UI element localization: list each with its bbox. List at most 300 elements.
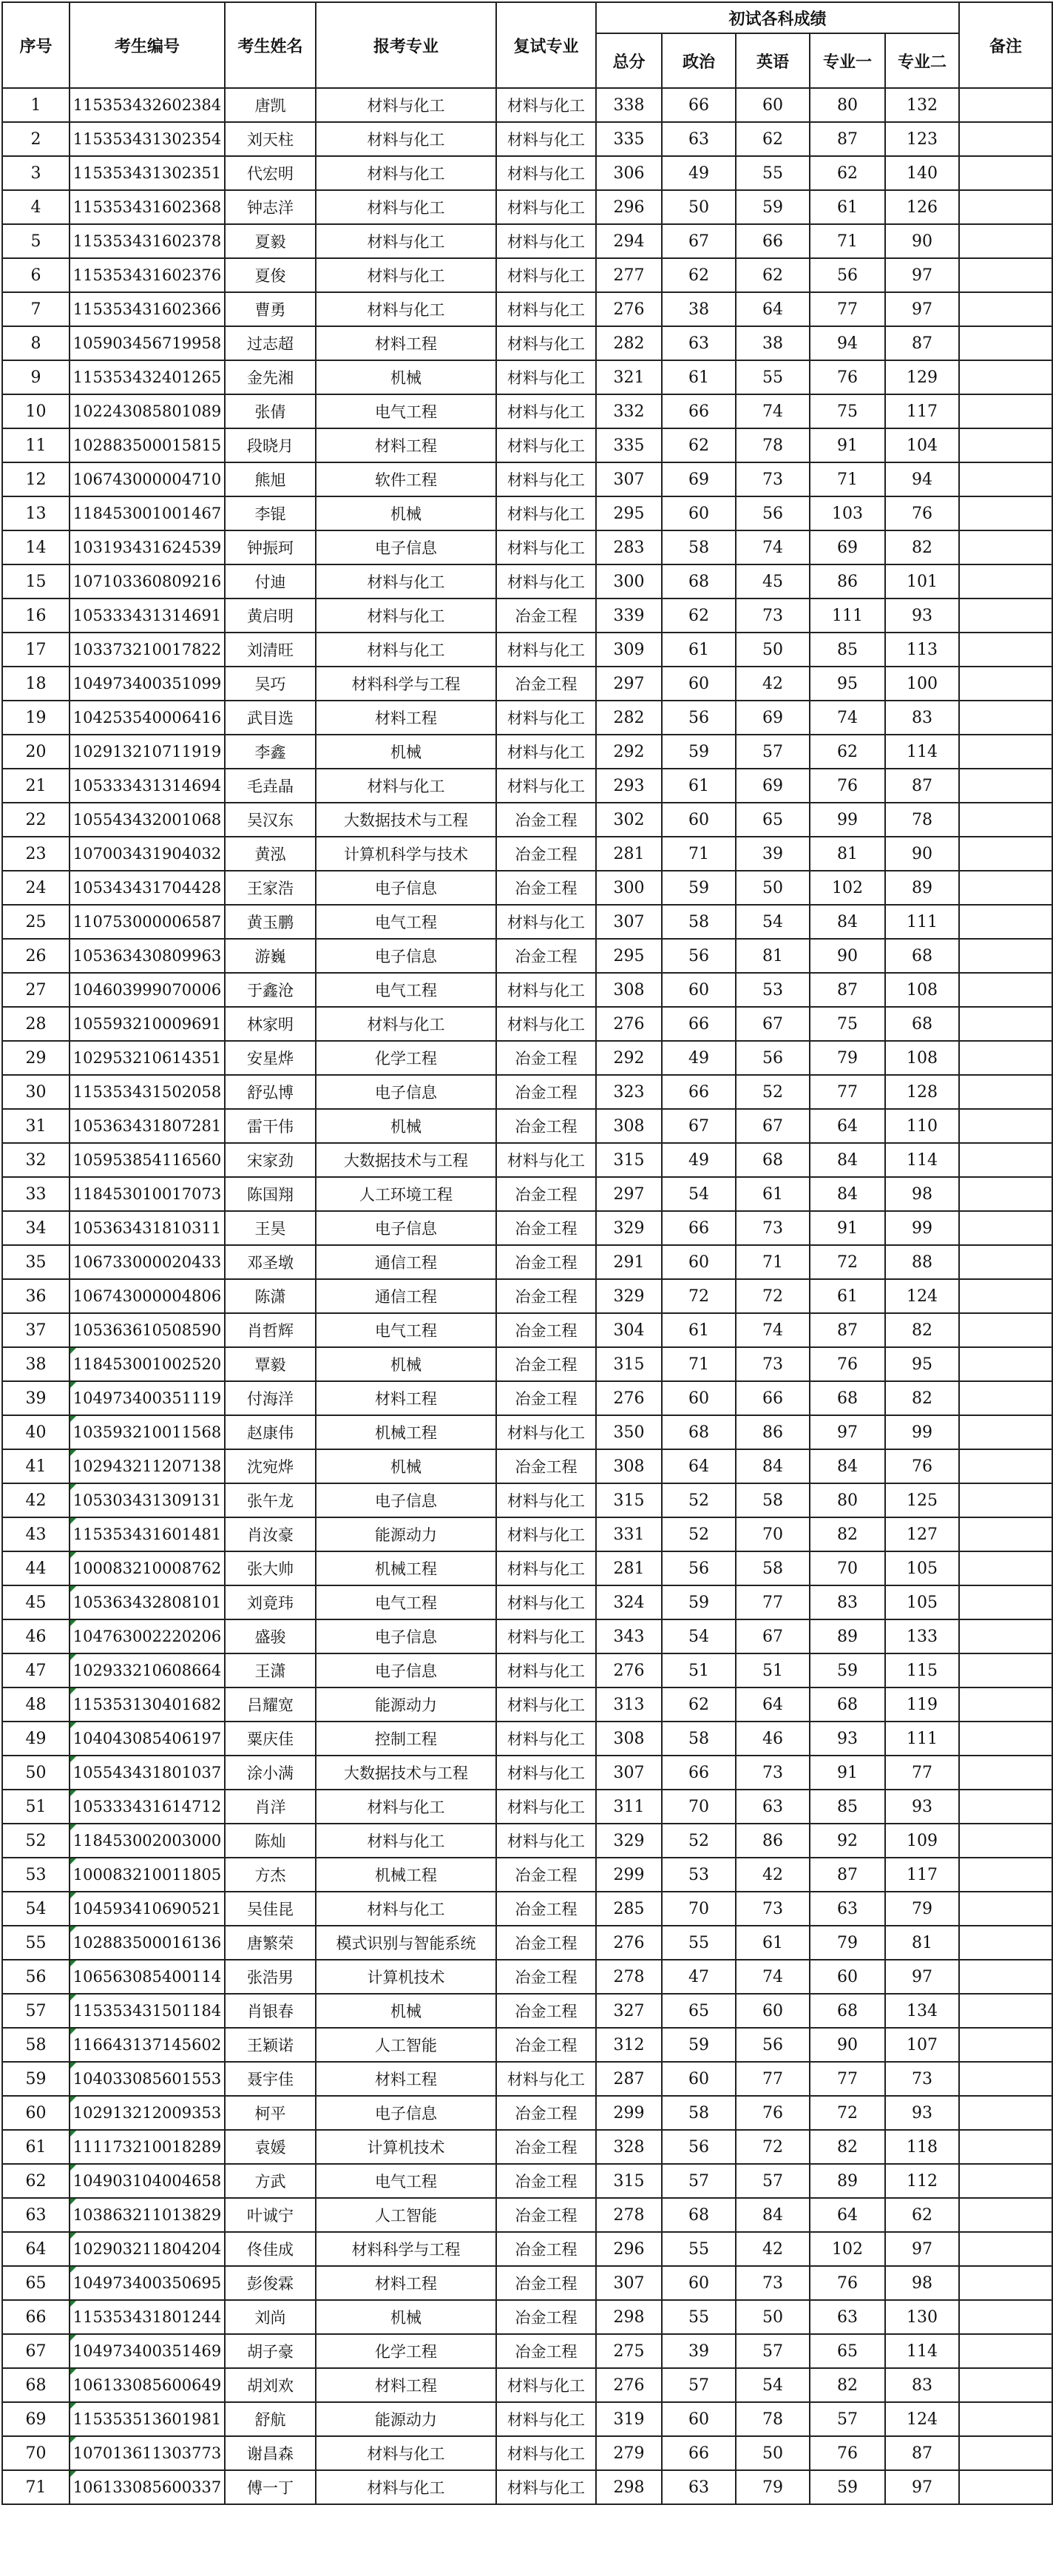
cell-remark bbox=[959, 122, 1052, 156]
cell-remark bbox=[959, 1994, 1052, 2028]
cell-name: 彭俊霖 bbox=[225, 2266, 316, 2300]
cell-apply-major: 材料与化工 bbox=[316, 769, 496, 803]
cell-apply-major: 能源动力 bbox=[316, 1687, 496, 1722]
table-row bbox=[2, 2232, 1052, 2266]
cell-apply-major: 电子信息 bbox=[316, 1075, 496, 1109]
cell-remark bbox=[959, 735, 1052, 769]
cell-total: 323 bbox=[596, 1075, 662, 1109]
cell-apply-major: 材料与化工 bbox=[316, 88, 496, 122]
cell-exam-id: 115353513601981 bbox=[70, 2402, 225, 2436]
cell-major2: 87 bbox=[885, 326, 959, 360]
cell-retest-major: 冶金工程 bbox=[496, 2028, 596, 2062]
cell-english: 86 bbox=[736, 1824, 810, 1858]
cell-major1: 91 bbox=[810, 428, 885, 462]
cell-major2: 111 bbox=[885, 905, 959, 939]
cell-name: 唐繁荣 bbox=[225, 1926, 316, 1960]
cell-english: 73 bbox=[736, 462, 810, 496]
cell-name: 王潇 bbox=[225, 1653, 316, 1687]
cell-apply-major: 电子信息 bbox=[316, 1653, 496, 1687]
cell-major2: 126 bbox=[885, 190, 959, 224]
cell-apply-major: 材料科学与工程 bbox=[316, 667, 496, 701]
cell-major2: 82 bbox=[885, 1313, 959, 1347]
cell-apply-major: 材料与化工 bbox=[316, 156, 496, 190]
cell-english: 58 bbox=[736, 1551, 810, 1585]
cell-total: 335 bbox=[596, 428, 662, 462]
cell-remark bbox=[959, 88, 1052, 122]
cell-politics: 60 bbox=[662, 1245, 736, 1279]
cell-total: 308 bbox=[596, 973, 662, 1007]
cell-major2: 108 bbox=[885, 973, 959, 1007]
cell-remark bbox=[959, 1143, 1052, 1177]
cell-retest-major: 材料与化工 bbox=[496, 428, 596, 462]
cell-remark bbox=[959, 428, 1052, 462]
cell-seq: 48 bbox=[2, 1687, 70, 1722]
cell-politics: 59 bbox=[662, 735, 736, 769]
cell-politics: 60 bbox=[662, 667, 736, 701]
cell-exam-id: 118453002003000 bbox=[70, 1824, 225, 1858]
cell-major2: 111 bbox=[885, 1722, 959, 1756]
cell-major1: 77 bbox=[810, 2062, 885, 2096]
cell-name: 谢昌森 bbox=[225, 2436, 316, 2470]
cell-exam-id: 115353431801244 bbox=[70, 2300, 225, 2334]
cell-remark bbox=[959, 1313, 1052, 1347]
cell-english: 78 bbox=[736, 428, 810, 462]
cell-retest-major: 材料与化工 bbox=[496, 1824, 596, 1858]
table-row bbox=[2, 2334, 1052, 2368]
cell-english: 73 bbox=[736, 1211, 810, 1245]
table-row bbox=[2, 1926, 1052, 1960]
cell-name: 安星烨 bbox=[225, 1041, 316, 1075]
cell-exam-id: 104033085601553 bbox=[70, 2062, 225, 2096]
cell-exam-id: 115353432602384 bbox=[70, 88, 225, 122]
cell-total: 299 bbox=[596, 2096, 662, 2130]
cell-politics: 60 bbox=[662, 973, 736, 1007]
cell-major1: 77 bbox=[810, 292, 885, 326]
cell-major1: 82 bbox=[810, 2130, 885, 2164]
cell-name: 黄玉鹏 bbox=[225, 905, 316, 939]
cell-english: 66 bbox=[736, 1381, 810, 1415]
cell-name: 钟志洋 bbox=[225, 190, 316, 224]
cell-name: 李鑫 bbox=[225, 735, 316, 769]
cell-total: 308 bbox=[596, 1722, 662, 1756]
cell-major2: 109 bbox=[885, 1824, 959, 1858]
cell-total: 294 bbox=[596, 224, 662, 258]
cell-total: 276 bbox=[596, 1381, 662, 1415]
cell-retest-major: 冶金工程 bbox=[496, 2164, 596, 2198]
cell-exam-id: 107003431904032 bbox=[70, 837, 225, 871]
cell-apply-major: 材料与化工 bbox=[316, 564, 496, 599]
cell-total: 276 bbox=[596, 2368, 662, 2402]
cell-major2: 117 bbox=[885, 1858, 959, 1892]
cell-exam-id: 111173210018289 bbox=[70, 2130, 225, 2164]
table-row bbox=[2, 1994, 1052, 2028]
cell-exam-id: 106733000020433 bbox=[70, 1245, 225, 1279]
cell-retest-major: 材料与化工 bbox=[496, 1687, 596, 1722]
cell-seq: 22 bbox=[2, 803, 70, 837]
cell-retest-major: 冶金工程 bbox=[496, 1075, 596, 1109]
cell-retest-major: 材料与化工 bbox=[496, 530, 596, 564]
cell-english: 59 bbox=[736, 190, 810, 224]
cell-english: 60 bbox=[736, 1994, 810, 2028]
cell-major2: 78 bbox=[885, 803, 959, 837]
cell-name: 代宏明 bbox=[225, 156, 316, 190]
cell-english: 55 bbox=[736, 360, 810, 394]
cell-major2: 117 bbox=[885, 394, 959, 428]
cell-total: 276 bbox=[596, 1926, 662, 1960]
cell-seq: 26 bbox=[2, 939, 70, 973]
cell-remark bbox=[959, 190, 1052, 224]
cell-major2: 125 bbox=[885, 1483, 959, 1517]
cell-apply-major: 人工智能 bbox=[316, 2198, 496, 2232]
cell-name: 雷干伟 bbox=[225, 1109, 316, 1143]
cell-name: 吕耀宽 bbox=[225, 1687, 316, 1722]
cell-politics: 59 bbox=[662, 1585, 736, 1619]
cell-total: 276 bbox=[596, 1653, 662, 1687]
cell-major2: 108 bbox=[885, 1041, 959, 1075]
table-row bbox=[2, 2470, 1052, 2504]
cell-seq: 36 bbox=[2, 1279, 70, 1313]
cell-politics: 66 bbox=[662, 1756, 736, 1790]
cell-exam-id: 105363430809963 bbox=[70, 939, 225, 973]
cell-exam-id: 104603999070006 bbox=[70, 973, 225, 1007]
table-body bbox=[2, 88, 1052, 2504]
cell-remark bbox=[959, 2096, 1052, 2130]
cell-seq: 18 bbox=[2, 667, 70, 701]
cell-english: 64 bbox=[736, 292, 810, 326]
cell-major2: 133 bbox=[885, 1619, 959, 1653]
cell-name: 傅一丁 bbox=[225, 2470, 316, 2504]
cell-major1: 61 bbox=[810, 190, 885, 224]
table-row bbox=[2, 88, 1052, 122]
cell-major2: 82 bbox=[885, 1381, 959, 1415]
cell-exam-id: 103193431624539 bbox=[70, 530, 225, 564]
cell-apply-major: 材料工程 bbox=[316, 701, 496, 735]
table-row bbox=[2, 1279, 1052, 1313]
cell-major1: 89 bbox=[810, 1619, 885, 1653]
cell-name: 毛垚晶 bbox=[225, 769, 316, 803]
cell-seq: 46 bbox=[2, 1619, 70, 1653]
cell-name: 肖汝豪 bbox=[225, 1517, 316, 1551]
cell-major2: 114 bbox=[885, 1143, 959, 1177]
cell-remark bbox=[959, 1824, 1052, 1858]
cell-exam-id: 105363431807281 bbox=[70, 1109, 225, 1143]
cell-name: 李锟 bbox=[225, 496, 316, 530]
cell-apply-major: 机械 bbox=[316, 1109, 496, 1143]
cell-remark bbox=[959, 1687, 1052, 1722]
cell-politics: 63 bbox=[662, 326, 736, 360]
cell-politics: 53 bbox=[662, 1858, 736, 1892]
cell-politics: 51 bbox=[662, 1653, 736, 1687]
cell-apply-major: 机械 bbox=[316, 1449, 496, 1483]
cell-name: 王家浩 bbox=[225, 871, 316, 905]
cell-english: 53 bbox=[736, 973, 810, 1007]
cell-remark bbox=[959, 496, 1052, 530]
cell-seq: 15 bbox=[2, 564, 70, 599]
cell-exam-id: 106133085600649 bbox=[70, 2368, 225, 2402]
cell-name: 涂小满 bbox=[225, 1756, 316, 1790]
cell-seq: 5 bbox=[2, 224, 70, 258]
cell-apply-major: 通信工程 bbox=[316, 1279, 496, 1313]
cell-remark bbox=[959, 2028, 1052, 2062]
cell-exam-id: 105903456719958 bbox=[70, 326, 225, 360]
cell-major2: 104 bbox=[885, 428, 959, 462]
cell-total: 275 bbox=[596, 2334, 662, 2368]
cell-retest-major: 材料与化工 bbox=[496, 360, 596, 394]
cell-politics: 60 bbox=[662, 803, 736, 837]
cell-major1: 99 bbox=[810, 803, 885, 837]
table-row bbox=[2, 1109, 1052, 1143]
table-row bbox=[2, 1007, 1052, 1041]
cell-total: 281 bbox=[596, 837, 662, 871]
cell-retest-major: 材料与化工 bbox=[496, 1722, 596, 1756]
cell-major1: 97 bbox=[810, 1415, 885, 1449]
cell-name: 张浩男 bbox=[225, 1960, 316, 1994]
cell-remark bbox=[959, 803, 1052, 837]
cell-major2: 100 bbox=[885, 667, 959, 701]
cell-retest-major: 材料与化工 bbox=[496, 1483, 596, 1517]
cell-total: 298 bbox=[596, 2470, 662, 2504]
cell-exam-id: 102243085801089 bbox=[70, 394, 225, 428]
cell-politics: 71 bbox=[662, 837, 736, 871]
cell-remark bbox=[959, 1551, 1052, 1585]
cell-english: 51 bbox=[736, 1653, 810, 1687]
cell-politics: 49 bbox=[662, 1041, 736, 1075]
cell-name: 肖洋 bbox=[225, 1790, 316, 1824]
table-row bbox=[2, 1211, 1052, 1245]
cell-retest-major: 材料与化工 bbox=[496, 2402, 596, 2436]
table-row bbox=[2, 530, 1052, 564]
cell-name: 盛骏 bbox=[225, 1619, 316, 1653]
cell-exam-id: 102883500016136 bbox=[70, 1926, 225, 1960]
cell-exam-id: 105363610508590 bbox=[70, 1313, 225, 1347]
table-row bbox=[2, 292, 1052, 326]
cell-retest-major: 材料与化工 bbox=[496, 769, 596, 803]
cell-major1: 79 bbox=[810, 1041, 885, 1075]
cell-exam-id: 102953210614351 bbox=[70, 1041, 225, 1075]
cell-english: 54 bbox=[736, 905, 810, 939]
cell-retest-major: 材料与化工 bbox=[496, 2062, 596, 2096]
cell-remark bbox=[959, 2300, 1052, 2334]
cell-exam-id: 106563085400114 bbox=[70, 1960, 225, 1994]
cell-politics: 56 bbox=[662, 2130, 736, 2164]
cell-english: 68 bbox=[736, 1143, 810, 1177]
cell-exam-id: 106743000004806 bbox=[70, 1279, 225, 1313]
cell-total: 281 bbox=[596, 1551, 662, 1585]
table-row bbox=[2, 394, 1052, 428]
cell-exam-id: 115353130401682 bbox=[70, 1687, 225, 1722]
cell-remark bbox=[959, 769, 1052, 803]
cell-remark bbox=[959, 1211, 1052, 1245]
cell-seq: 63 bbox=[2, 2198, 70, 2232]
cell-total: 296 bbox=[596, 2232, 662, 2266]
cell-major2: 83 bbox=[885, 701, 959, 735]
cell-retest-major: 材料与化工 bbox=[496, 1653, 596, 1687]
cell-major1: 59 bbox=[810, 1653, 885, 1687]
table-row bbox=[2, 973, 1052, 1007]
cell-retest-major: 冶金工程 bbox=[496, 1994, 596, 2028]
cell-retest-major: 冶金工程 bbox=[496, 837, 596, 871]
cell-seq: 69 bbox=[2, 2402, 70, 2436]
cell-retest-major: 材料与化工 bbox=[496, 156, 596, 190]
cell-remark bbox=[959, 871, 1052, 905]
table-row bbox=[2, 1517, 1052, 1551]
header-major1: 专业一 bbox=[810, 33, 885, 88]
cell-retest-major: 冶金工程 bbox=[496, 1858, 596, 1892]
cell-exam-id: 104593410690521 bbox=[70, 1892, 225, 1926]
cell-exam-id: 105363432808101 bbox=[70, 1585, 225, 1619]
cell-major2: 88 bbox=[885, 1245, 959, 1279]
cell-name: 肖哲辉 bbox=[225, 1313, 316, 1347]
cell-retest-major: 材料与化工 bbox=[496, 701, 596, 735]
cell-name: 赵康伟 bbox=[225, 1415, 316, 1449]
cell-english: 42 bbox=[736, 1858, 810, 1892]
cell-major1: 61 bbox=[810, 1279, 885, 1313]
cell-seq: 14 bbox=[2, 530, 70, 564]
cell-remark bbox=[959, 2368, 1052, 2402]
cell-seq: 55 bbox=[2, 1926, 70, 1960]
cell-exam-id: 106743000004710 bbox=[70, 462, 225, 496]
cell-total: 307 bbox=[596, 462, 662, 496]
cell-retest-major: 冶金工程 bbox=[496, 803, 596, 837]
cell-total: 296 bbox=[596, 190, 662, 224]
cell-remark bbox=[959, 2266, 1052, 2300]
cell-total: 329 bbox=[596, 1211, 662, 1245]
cell-apply-major: 计算机科学与技术 bbox=[316, 837, 496, 871]
cell-name: 武目选 bbox=[225, 701, 316, 735]
cell-remark bbox=[959, 2470, 1052, 2504]
table-row bbox=[2, 2062, 1052, 2096]
cell-name: 吴巧 bbox=[225, 667, 316, 701]
cell-english: 84 bbox=[736, 1449, 810, 1483]
cell-politics: 63 bbox=[662, 122, 736, 156]
cell-name: 熊旭 bbox=[225, 462, 316, 496]
cell-remark bbox=[959, 2334, 1052, 2368]
cell-apply-major: 材料工程 bbox=[316, 428, 496, 462]
cell-english: 56 bbox=[736, 496, 810, 530]
cell-total: 335 bbox=[596, 122, 662, 156]
cell-english: 72 bbox=[736, 1279, 810, 1313]
cell-major2: 97 bbox=[885, 2232, 959, 2266]
cell-english: 64 bbox=[736, 1687, 810, 1722]
table-row bbox=[2, 156, 1052, 190]
cell-politics: 52 bbox=[662, 1483, 736, 1517]
cell-exam-id: 102943211207138 bbox=[70, 1449, 225, 1483]
cell-exam-id: 105543431801037 bbox=[70, 1756, 225, 1790]
cell-politics: 58 bbox=[662, 905, 736, 939]
cell-english: 78 bbox=[736, 2402, 810, 2436]
cell-retest-major: 材料与化工 bbox=[496, 224, 596, 258]
cell-major1: 71 bbox=[810, 462, 885, 496]
cell-major1: 72 bbox=[810, 2096, 885, 2130]
cell-politics: 71 bbox=[662, 1347, 736, 1381]
cell-name: 于鑫沧 bbox=[225, 973, 316, 1007]
cell-retest-major: 材料与化工 bbox=[496, 1007, 596, 1041]
cell-major1: 65 bbox=[810, 2334, 885, 2368]
cell-total: 299 bbox=[596, 1858, 662, 1892]
cell-name: 黄启明 bbox=[225, 599, 316, 633]
cell-seq: 28 bbox=[2, 1007, 70, 1041]
table-row bbox=[2, 2198, 1052, 2232]
cell-name: 胡子豪 bbox=[225, 2334, 316, 2368]
cell-english: 74 bbox=[736, 1313, 810, 1347]
cell-english: 73 bbox=[736, 1756, 810, 1790]
cell-remark bbox=[959, 1517, 1052, 1551]
cell-remark bbox=[959, 1075, 1052, 1109]
cell-politics: 65 bbox=[662, 1994, 736, 2028]
cell-remark bbox=[959, 1007, 1052, 1041]
cell-english: 50 bbox=[736, 871, 810, 905]
cell-name: 刘清旺 bbox=[225, 633, 316, 667]
cell-major1: 56 bbox=[810, 258, 885, 292]
cell-name: 方杰 bbox=[225, 1858, 316, 1892]
cell-english: 72 bbox=[736, 2130, 810, 2164]
cell-major1: 91 bbox=[810, 1756, 885, 1790]
table-row bbox=[2, 701, 1052, 735]
cell-seq: 1 bbox=[2, 88, 70, 122]
cell-name: 宋家劲 bbox=[225, 1143, 316, 1177]
cell-exam-id: 100083210011805 bbox=[70, 1858, 225, 1892]
cell-total: 282 bbox=[596, 326, 662, 360]
cell-politics: 70 bbox=[662, 1790, 736, 1824]
table-row bbox=[2, 2368, 1052, 2402]
cell-english: 58 bbox=[736, 1483, 810, 1517]
cell-retest-major: 冶金工程 bbox=[496, 1892, 596, 1926]
cell-seq: 3 bbox=[2, 156, 70, 190]
cell-english: 79 bbox=[736, 2470, 810, 2504]
cell-retest-major: 材料与化工 bbox=[496, 905, 596, 939]
cell-english: 60 bbox=[736, 88, 810, 122]
cell-major2: 89 bbox=[885, 871, 959, 905]
cell-remark bbox=[959, 939, 1052, 973]
cell-seq: 52 bbox=[2, 1824, 70, 1858]
cell-major2: 113 bbox=[885, 633, 959, 667]
table-row bbox=[2, 2266, 1052, 2300]
header-english: 英语 bbox=[736, 33, 810, 88]
cell-major1: 70 bbox=[810, 1551, 885, 1585]
table-row bbox=[2, 599, 1052, 633]
cell-exam-id: 102913212009353 bbox=[70, 2096, 225, 2130]
cell-major1: 87 bbox=[810, 1858, 885, 1892]
cell-remark bbox=[959, 905, 1052, 939]
cell-total: 327 bbox=[596, 1994, 662, 2028]
cell-apply-major: 电气工程 bbox=[316, 905, 496, 939]
cell-total: 329 bbox=[596, 1824, 662, 1858]
cell-seq: 57 bbox=[2, 1994, 70, 2028]
cell-major2: 97 bbox=[885, 1960, 959, 1994]
cell-politics: 61 bbox=[662, 360, 736, 394]
cell-apply-major: 机械工程 bbox=[316, 1415, 496, 1449]
cell-remark bbox=[959, 530, 1052, 564]
cell-major2: 83 bbox=[885, 2368, 959, 2402]
cell-remark bbox=[959, 2436, 1052, 2470]
cell-english: 50 bbox=[736, 2300, 810, 2334]
cell-major1: 87 bbox=[810, 122, 885, 156]
cell-name: 肖银春 bbox=[225, 1994, 316, 2028]
cell-total: 324 bbox=[596, 1585, 662, 1619]
cell-major1: 69 bbox=[810, 530, 885, 564]
cell-apply-major: 人工环境工程 bbox=[316, 1177, 496, 1211]
cell-major1: 102 bbox=[810, 2232, 885, 2266]
cell-remark bbox=[959, 258, 1052, 292]
cell-name: 黄泓 bbox=[225, 837, 316, 871]
cell-name: 舒弘博 bbox=[225, 1075, 316, 1109]
header-seq: 序号 bbox=[2, 2, 70, 88]
cell-major1: 82 bbox=[810, 1517, 885, 1551]
table-row bbox=[2, 1381, 1052, 1415]
cell-major2: 127 bbox=[885, 1517, 959, 1551]
cell-total: 311 bbox=[596, 1790, 662, 1824]
cell-apply-major: 化学工程 bbox=[316, 1041, 496, 1075]
